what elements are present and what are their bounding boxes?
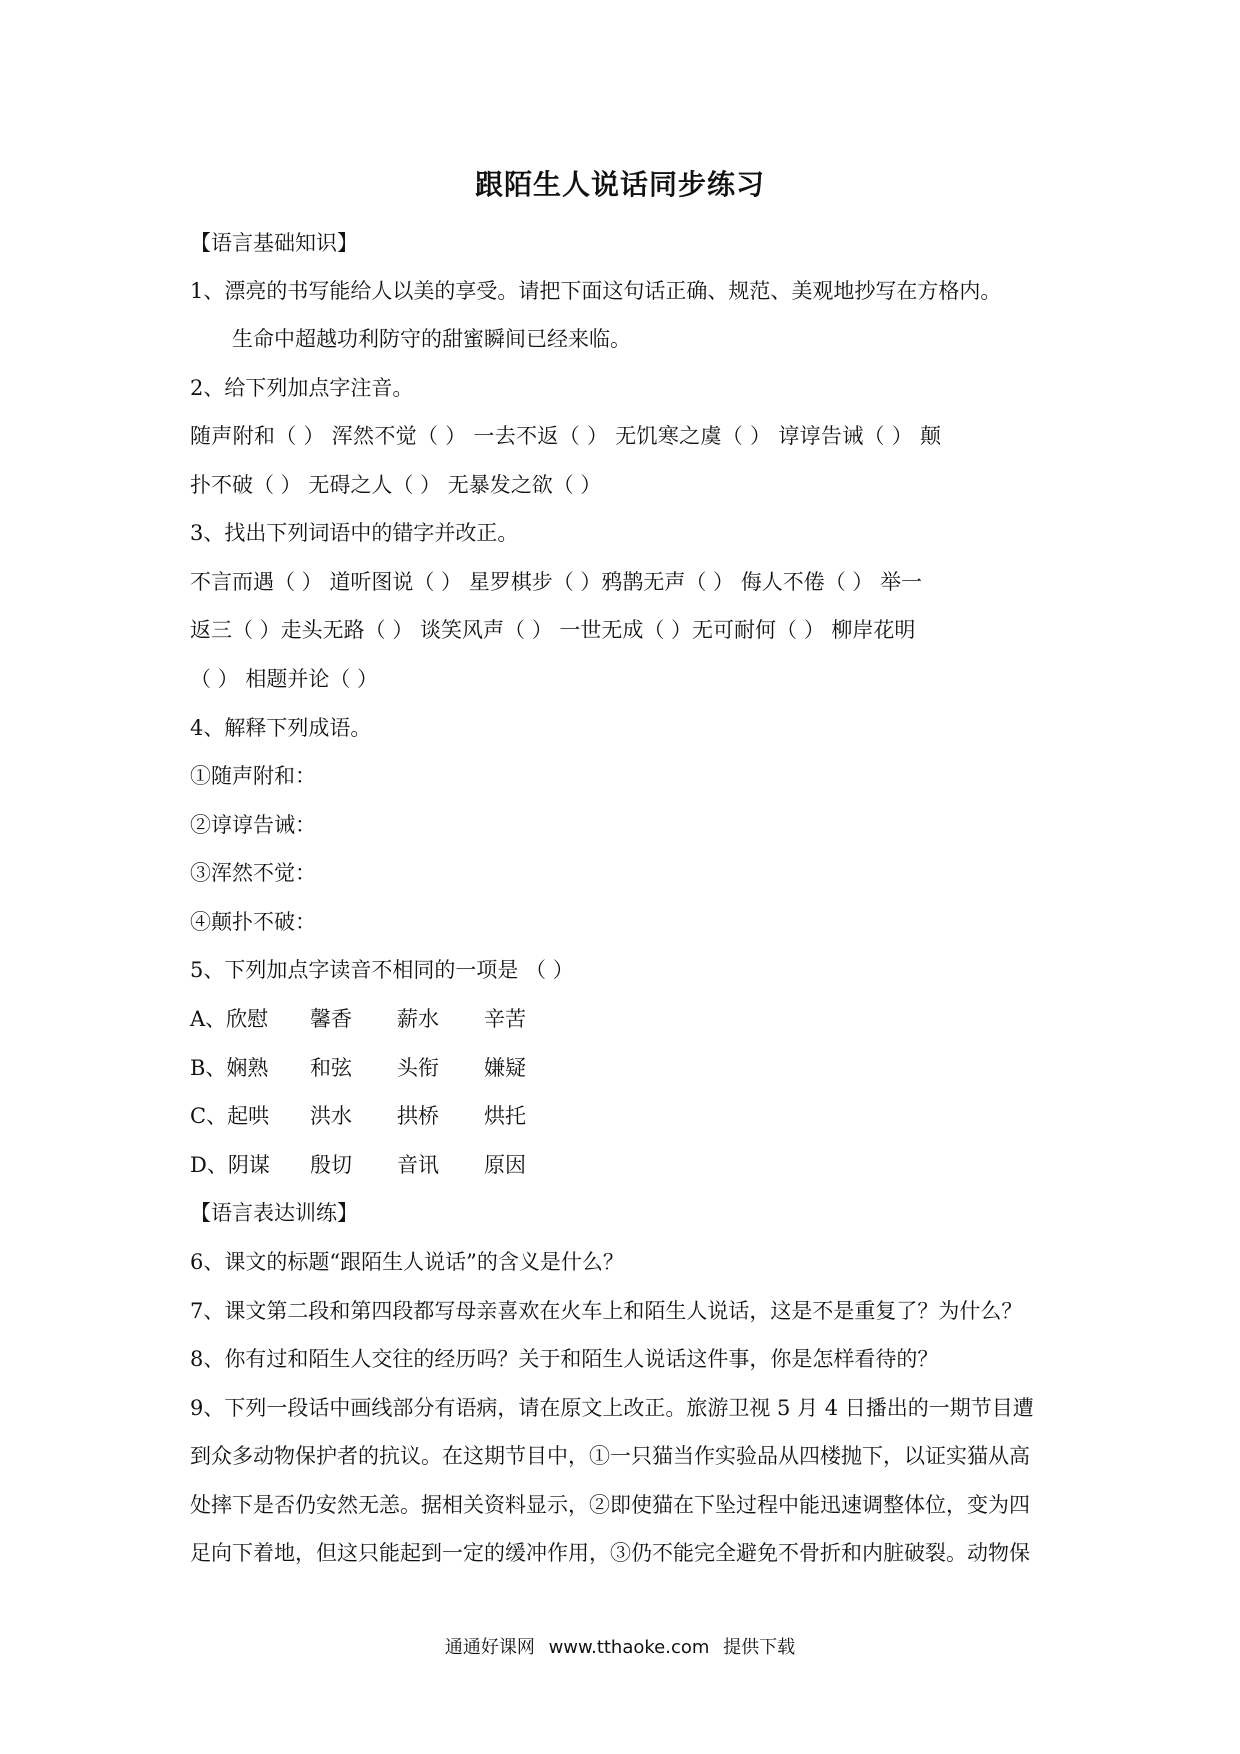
option-word: 烘托	[484, 1104, 526, 1128]
question-8: 8、你有过和陌生人交往的经历吗？关于和陌生人说话这件事，你是怎样看待的？	[190, 1347, 939, 1371]
question-3-line-1: 不言而遇（ ） 道听图说（ ） 星罗棋步（ ）鸦鹊无声（ ） 侮人不倦（ ） 举一	[190, 570, 923, 594]
page-footer	[0, 1633, 1240, 1659]
footer-url[interactable]: www.tthaoke.com	[548, 1637, 710, 1658]
option-word: 馨香	[310, 1007, 352, 1031]
question-3-line-3: （ ） 相题并论（ ）	[190, 667, 379, 691]
option-word: 原因	[484, 1153, 526, 1177]
question-4-item-4: ④颠扑不破：	[190, 910, 316, 934]
question-7: 7、课文第二段和第四段都写母亲喜欢在火车上和陌生人说话，这是不是重复了？为什么？	[190, 1299, 1023, 1323]
question-9-line-4: 足向下着地，但这只能起到一定的缓冲作用，③仍不能完全避免不骨折和内脏破裂。动物保	[190, 1541, 1030, 1565]
option-label: C、起哄	[190, 1104, 270, 1128]
section-heading-expression: 【语言表达训练】	[190, 1201, 358, 1225]
question-9-line-1: 9、下列一段话中画线部分有语病，请在原文上改正。旅游卫视 5 月 4 日播出的一期节目遭	[190, 1396, 1034, 1420]
question-4-item-3: ③浑然不觉：	[190, 861, 316, 885]
question-2: 2、给下列加点字注音。	[190, 376, 414, 400]
question-2-line-2: 扑不破（ ） 无碍之人（ ） 无暴发之欲（ ）	[190, 473, 602, 497]
option-word: 嫌疑	[484, 1056, 526, 1080]
question-6: 6、课文的标题“跟陌生人说话”的含义是什么？	[190, 1250, 624, 1274]
question-4-item-2: ②谆谆告诫：	[190, 813, 316, 837]
footer-suffix: 提供下载	[723, 1637, 796, 1658]
option-word: 洪水	[310, 1104, 352, 1128]
option-word: 殷切	[310, 1153, 352, 1177]
question-9-line-2: 到众多动物保护者的抗议。在这期节目中，①一只猫当作实验品从四楼抛下，以证实猫从高	[190, 1444, 1030, 1468]
option-label: A、欣慰	[190, 1007, 269, 1031]
option-word: 辛苦	[484, 1007, 526, 1031]
question-3: 3、找出下列词语中的错字并改正。	[190, 521, 519, 545]
option-word: 和弦	[310, 1056, 352, 1080]
option-label: D、阴谋	[190, 1153, 270, 1177]
question-9-line-3: 处摔下是否仍安然无恙。据相关资料显示，②即使猫在下坠过程中能迅速调整体位，变为四	[190, 1493, 1030, 1517]
page-title: 跟陌生人说话同步练习	[474, 168, 765, 201]
option-label: B、娴熟	[190, 1056, 269, 1080]
question-1: 1、漂亮的书写能给人以美的享受。请把下面这句话正确、规范、美观地抄写在方格内。	[190, 279, 1002, 303]
footer-site-name: 通通好课网	[444, 1637, 535, 1658]
option-word: 音讯	[397, 1153, 439, 1177]
question-4: 4、解释下列成语。	[190, 716, 372, 740]
option-word: 拱桥	[397, 1104, 439, 1128]
question-2-line-1: 随声附和（ ） 浑然不觉（ ） 一去不返（ ） 无饥寒之虞（ ） 谆谆告诫（ ） 颠	[190, 424, 942, 448]
option-word: 头衔	[397, 1056, 439, 1080]
section-heading-basic: 【语言基础知识】	[190, 231, 358, 255]
question-1-sentence: 生命中超越功利防守的甜蜜瞬间已经来临。	[232, 327, 631, 351]
question-4-item-1: ①随声附和：	[190, 764, 316, 788]
question-5: 5、下列加点字读音不相同的一项是 （ ）	[190, 958, 574, 982]
question-3-line-2: 返三（ ）走头无路（ ） 谈笑风声（ ） 一世无成（ ）无可耐何（ ） 柳岸花明	[190, 618, 916, 642]
option-word: 薪水	[397, 1007, 439, 1031]
